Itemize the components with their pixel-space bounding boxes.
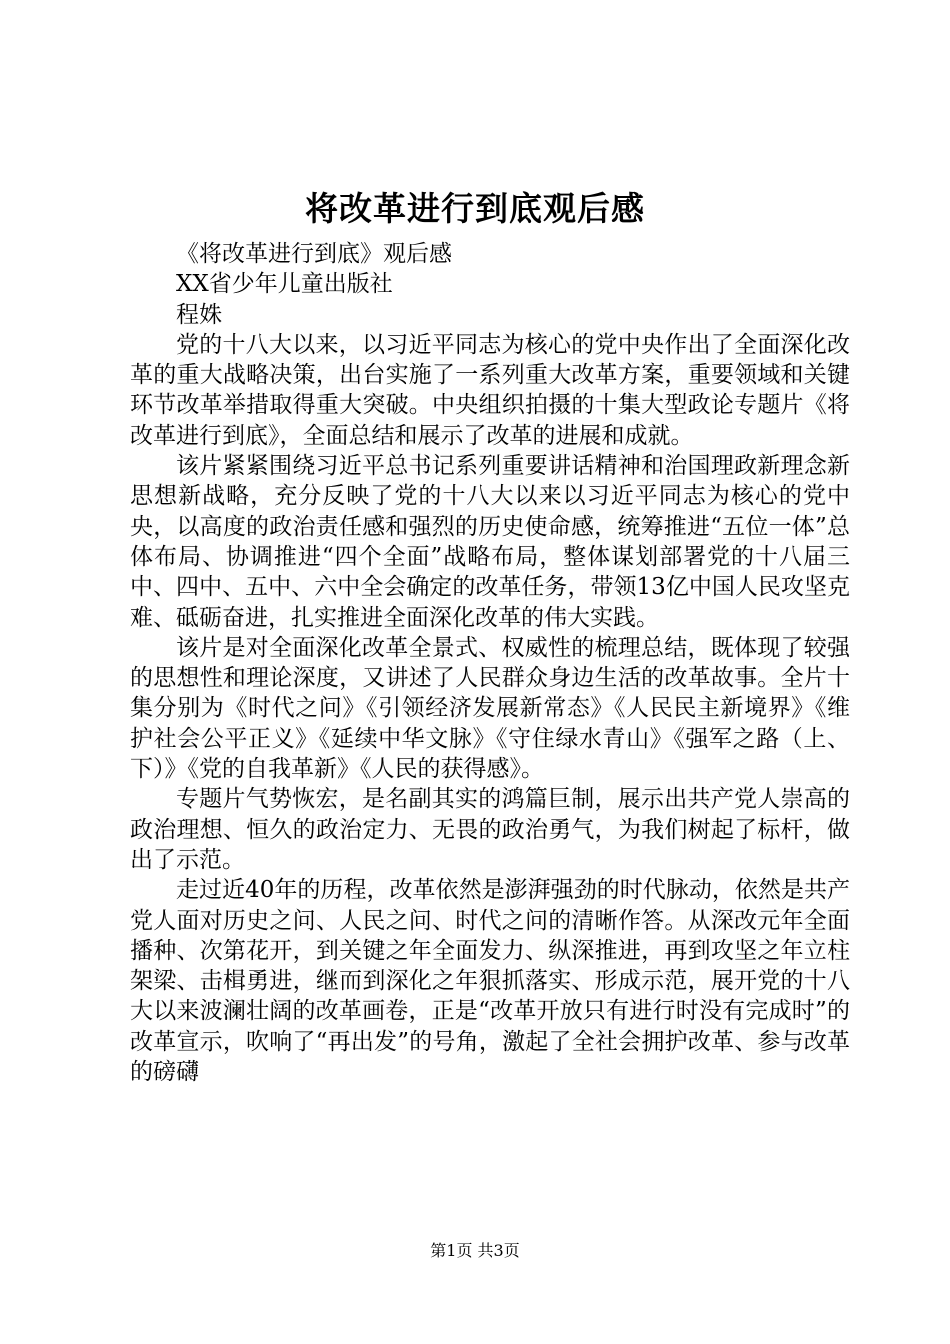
- document-title: 将改革进行到底观后感: [305, 189, 645, 228]
- author-line: 程姝: [176, 301, 222, 328]
- body-paragraph: 党的十八大以来，以习近平同志为核心的党中央作出了全面深化改革的重大战略决策，出台实施了一系列重大改革方案，重要领域和关键环节改革举措取得重大突破。中央组织拍摄的十集大型政论专题片《将改革进行到底》，全面总结和展示了改革的进展和成就。: [130, 331, 850, 449]
- subtitle-line: 《将改革进行到底》观后感: [176, 241, 452, 267]
- body-paragraph: 走过近40年的历程，改革依然是澎湃强劲的时代脉动，依然是共产党人面对历史之问、人民之问、时代之问的清晰作答。从深改元年全面播种、次第花开，到关键之年全面发力、纵深推进，再到攻坚之年立柱架梁、击楫勇进，继而到深化之年狠抓落实、形成示范，展开党的十八大以来波澜壮阔的改革画卷，正是“改革开放只有进行时没有完成时”的改革宣示，吹响了“再出发”的号角，激起了全社会拥护改革、参与改革的磅礴: [130, 877, 850, 1086]
- publisher-line: XX省少年儿童出版社: [176, 271, 393, 298]
- page-number-footer: 第1页 共3页: [430, 1241, 520, 1260]
- body-paragraph: 专题片气势恢宏，是名副其实的鸿篇巨制，展示出共产党人崇高的政治理想、恒久的政治定力、无畏的政治勇气，为我们树起了标杆，做出了示范。: [130, 786, 850, 873]
- body-paragraph: 该片紧紧围绕习近平总书记系列重要讲话精神和治国理政新理念新思想新战略，充分反映了党的十八大以来以习近平同志为核心的党中央，以高度的政治责任感和强烈的历史使命感，统筹推进“五位一体”总体布局、协调推进“四个全面”战略布局，整体谋划部署党的十八届三中、四中、五中、六中全会确定的改革任务，带领13亿中国人民攻坚克难、砥砺奋进，扎实推进全面深化改革的伟大实践。: [130, 453, 850, 631]
- document-body: [130, 239, 850, 1087]
- body-paragraph: 该片是对全面深化改革全景式、权威性的梳理总结，既体现了较强的思想性和理论深度，又讲述了人民群众身边生活的改革故事。全片十集分别为《时代之问》《引领经济发展新常态》《人民民主新境界》《维护社会公平正义》《延续中华文脉》《守住绿水青山》《强军之路（上、下）》《党的自我革新》《人民的获得感》。: [130, 634, 850, 783]
